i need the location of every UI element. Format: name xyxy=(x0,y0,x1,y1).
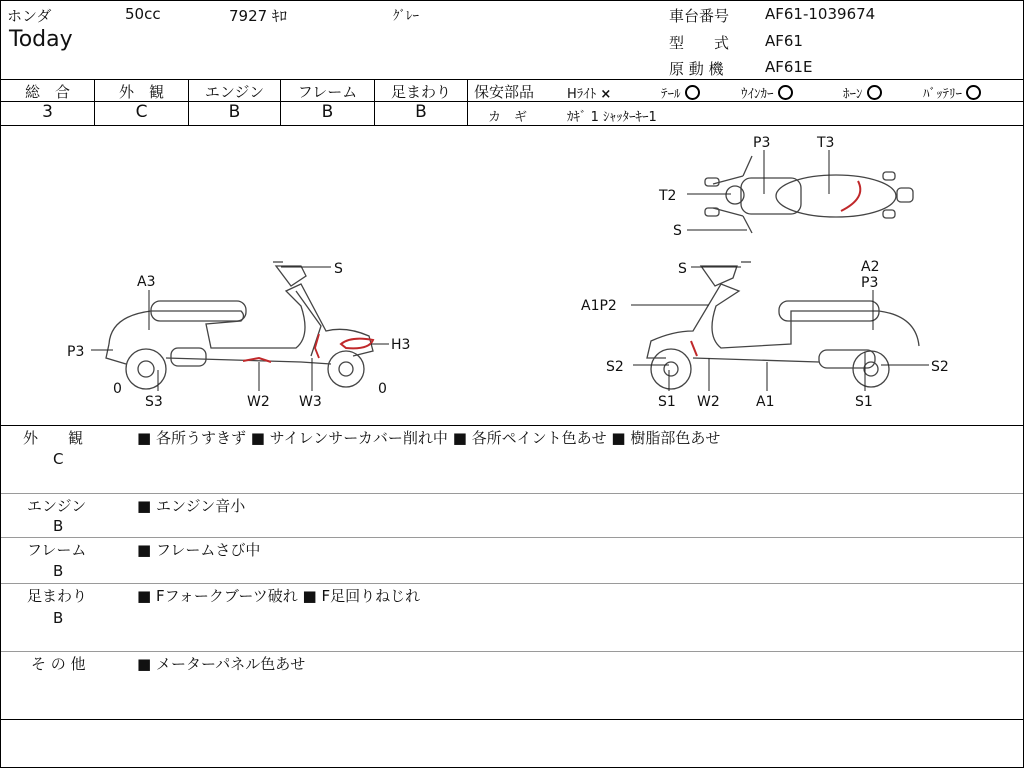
model-name: Today xyxy=(9,27,73,52)
safety-label: 保安部品 xyxy=(474,83,535,101)
top-view-scooter xyxy=(705,156,913,233)
grade-header-frame: フレーム xyxy=(297,83,358,101)
divider xyxy=(467,79,468,125)
maker: ホンダ xyxy=(7,7,52,25)
remark-text: ■ フレームさび中 xyxy=(137,541,261,559)
remark-label: そ の 他 xyxy=(31,655,86,673)
remark-label: 足まわり xyxy=(27,587,88,605)
label-right-s2-rear: S2 xyxy=(931,359,949,375)
grade-header-suspension: 足まわり xyxy=(390,83,451,101)
label-left-p3: P3 xyxy=(67,344,85,360)
remark-text: ■ エンジン音小 xyxy=(137,497,246,515)
damage-mark xyxy=(691,341,697,356)
divider xyxy=(1,425,1023,426)
remark-text: ■ Fフォークブーツ破れ ■ F足回りねじれ xyxy=(137,587,421,605)
label-right-a1p2: A1P2 xyxy=(581,298,617,314)
ok-circle-icon xyxy=(867,85,882,100)
safety-item-winker: ｳｲﾝｶｰ xyxy=(741,83,793,102)
label-left-a3: A3 xyxy=(137,274,156,290)
label-left-s: S xyxy=(334,261,343,277)
label-right-p3: P3 xyxy=(861,275,879,291)
engine-label: 原 動 機 xyxy=(669,60,724,78)
grade-header-overall: 総 合 xyxy=(24,83,70,101)
divider xyxy=(1,719,1023,720)
remark-label: エンジン xyxy=(27,497,87,515)
label-left-zero-rear: 0 xyxy=(113,381,122,397)
divider xyxy=(1,493,1023,494)
remark-grade: C xyxy=(53,450,64,468)
divider xyxy=(1,79,1023,80)
ok-circle-icon xyxy=(685,85,700,100)
label-left-zero-front: 0 xyxy=(378,381,387,397)
safety-item-horn: ﾎｰﾝ xyxy=(843,83,882,102)
displacement: 50cc xyxy=(125,5,161,23)
damage-mark xyxy=(243,358,271,362)
label-left-s3: S3 xyxy=(145,394,163,410)
remark-grade: B xyxy=(53,517,64,535)
frame-no-label: 車台番号 xyxy=(669,7,730,25)
mileage: 7927 ｷﾛ xyxy=(229,7,287,25)
grade-overall: 3 xyxy=(42,102,53,122)
label-left-w2: W2 xyxy=(247,394,270,410)
label-right-a2: A2 xyxy=(861,259,880,275)
label-top-t3: T3 xyxy=(817,135,835,151)
label-top-p3: P3 xyxy=(753,135,771,151)
remark-text: ■ 各所うすきず ■ サイレンサーカバー削れ中 ■ 各所ペイント色あせ ■ 樹脂部色あせ xyxy=(137,429,721,447)
cross-mark: × xyxy=(600,87,612,102)
grade-engine: B xyxy=(228,102,241,122)
label-right-s2-front: S2 xyxy=(606,359,624,375)
remark-grade: B xyxy=(53,562,64,580)
grade-frame: B xyxy=(321,102,334,122)
label-right-s1-rear: S1 xyxy=(855,394,873,410)
label-right-a1: A1 xyxy=(756,394,775,410)
grade-exterior: C xyxy=(135,102,148,122)
label-right-w2: W2 xyxy=(697,394,720,410)
safety-item-tail: ﾃｰﾙ xyxy=(661,83,700,102)
engine-value: AF61E xyxy=(765,58,813,76)
key-label: カ ギ xyxy=(488,110,528,125)
frame-no: AF61-1039674 xyxy=(765,5,876,23)
damage-diagram xyxy=(1,126,1023,426)
safety-item-battery: ﾊﾞｯﾃﾘｰ xyxy=(923,83,981,102)
grade-header-engine: エンジン xyxy=(204,83,265,101)
color: ｸﾞﾚｰ xyxy=(393,9,419,24)
ok-circle-icon xyxy=(778,85,793,100)
divider xyxy=(1,537,1023,538)
type-value: AF61 xyxy=(765,32,803,50)
remark-grade: B xyxy=(53,609,64,627)
label-left-h3: H3 xyxy=(391,337,411,353)
safety-item-headlight: Hﾗｲﾄ × xyxy=(567,87,612,102)
label-top-s: S xyxy=(673,223,682,239)
ok-circle-icon xyxy=(966,85,981,100)
remark-text: ■ メーターパネル色あせ xyxy=(137,655,306,673)
grade-header-exterior: 外 観 xyxy=(118,83,164,101)
type-label: 型 式 xyxy=(669,34,730,52)
key-value: ｶｷﾞ 1 ｼｬｯﾀｰｷｰ1 xyxy=(567,110,657,125)
label-left-w3: W3 xyxy=(299,394,322,410)
grade-suspension: B xyxy=(415,102,427,122)
divider xyxy=(1,651,1023,652)
divider xyxy=(1,583,1023,584)
damage-mark xyxy=(841,181,860,211)
leader-lines xyxy=(91,150,929,391)
label-right-s1-front: S1 xyxy=(658,394,676,410)
damage-mark xyxy=(341,339,373,349)
label-top-t2: T2 xyxy=(659,188,677,204)
label-right-s: S xyxy=(678,261,687,277)
remark-label: 外 観 xyxy=(23,429,84,447)
remark-label: フレーム xyxy=(27,541,87,559)
